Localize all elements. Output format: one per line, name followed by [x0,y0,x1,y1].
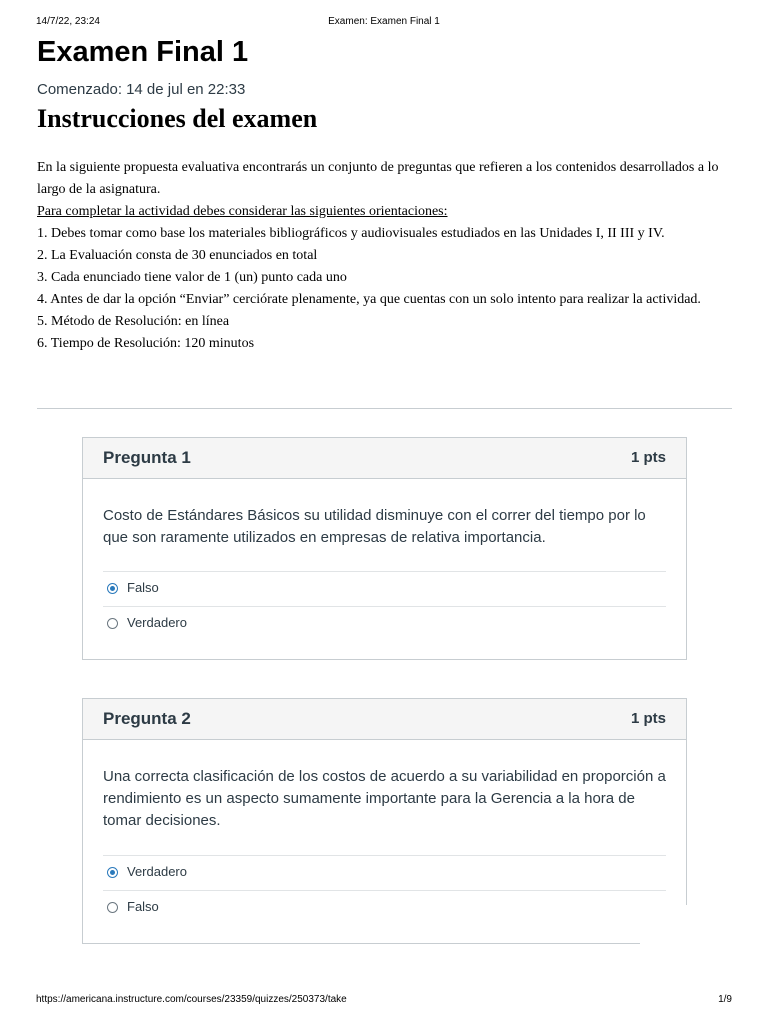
print-page-title: Examen: Examen Final 1 [328,16,440,27]
radio-button[interactable] [107,902,118,913]
radio-button-selected[interactable] [107,583,118,594]
instructions-intro: En la siguiente propuesta evaluativa encontrarás un conjunto de preguntas que refieren a los contenidos desarrollados a lo largo de la asignatura. [37,160,719,197]
instruction-item: 1. Debes tomar como base los materiales bibliográficos y audiovisuales estudiados en las Unidades I, II III y IV. [37,226,665,241]
answer-label[interactable]: Falso [127,580,159,595]
question-text: Una correcta clasificación de los costos de acuerdo a su variabilidad en proporción a rendimiento es un aspecto sumamente importante para la Gerencia a la hora de tomar decisiones. [103,768,666,829]
instruction-item: 4. Antes de dar la opción “Enviar” cerciórate plenamente, ya que cuentas con un solo intento para realizar la actividad. [37,292,701,307]
page-title: Examen Final 1 [37,36,249,68]
section-divider [37,408,732,409]
question-points: 1 pts [630,710,666,727]
radio-button[interactable] [107,618,118,629]
answer-option-falso[interactable] [103,571,666,606]
instruction-item: 6. Tiempo de Resolución: 120 minutos [37,336,255,351]
print-datetime: 14/7/22, 23:24 [36,16,100,27]
answer-option-verdadero[interactable] [103,606,666,641]
question-title: Pregunta 2 [103,709,191,728]
question-title: Pregunta 1 [103,448,191,467]
instruction-item: 2. La Evaluación consta de 30 enunciados en total [37,248,318,263]
question-header [83,699,686,740]
instructions-subtitle: Para completar la actividad debes considerar las siguientes orientaciones: [37,204,448,219]
question-2 [82,698,687,944]
question-points: 1 pts [630,449,666,466]
page-clip [640,905,700,965]
answer-label[interactable]: Falso [127,899,159,914]
instructions-title: Instrucciones del examen [37,104,318,133]
print-url: https://americana.instructure.com/courses/23359/quizzes/250373/take [36,994,347,1005]
answer-option-falso[interactable] [103,890,666,925]
instruction-item: 3. Cada enunciado tiene valor de 1 (un) punto cada uno [37,270,347,285]
question-text: Costo de Estándares Básicos su utilidad disminuye con el correr del tiempo por lo que son raramente utilizados en empresas de relativa importancia. [103,507,646,546]
started-label: Comenzado: [37,81,123,98]
print-footer [36,994,732,1008]
instruction-item: 5. Método de Resolución: en línea [37,314,230,329]
answer-label[interactable]: Verdadero [127,864,187,879]
instructions-body [37,157,719,355]
started-value: 14 de jul en 22:33 [126,81,246,98]
radio-button-selected[interactable] [107,867,118,878]
print-header [36,16,732,30]
answer-list [103,571,666,641]
question-header [83,438,686,479]
answer-option-verdadero[interactable] [103,855,666,890]
print-page-number: 1/9 [718,994,732,1005]
answer-list [103,855,666,925]
question-1 [82,437,687,660]
answer-label[interactable]: Verdadero [127,615,187,630]
started-info [37,81,245,98]
